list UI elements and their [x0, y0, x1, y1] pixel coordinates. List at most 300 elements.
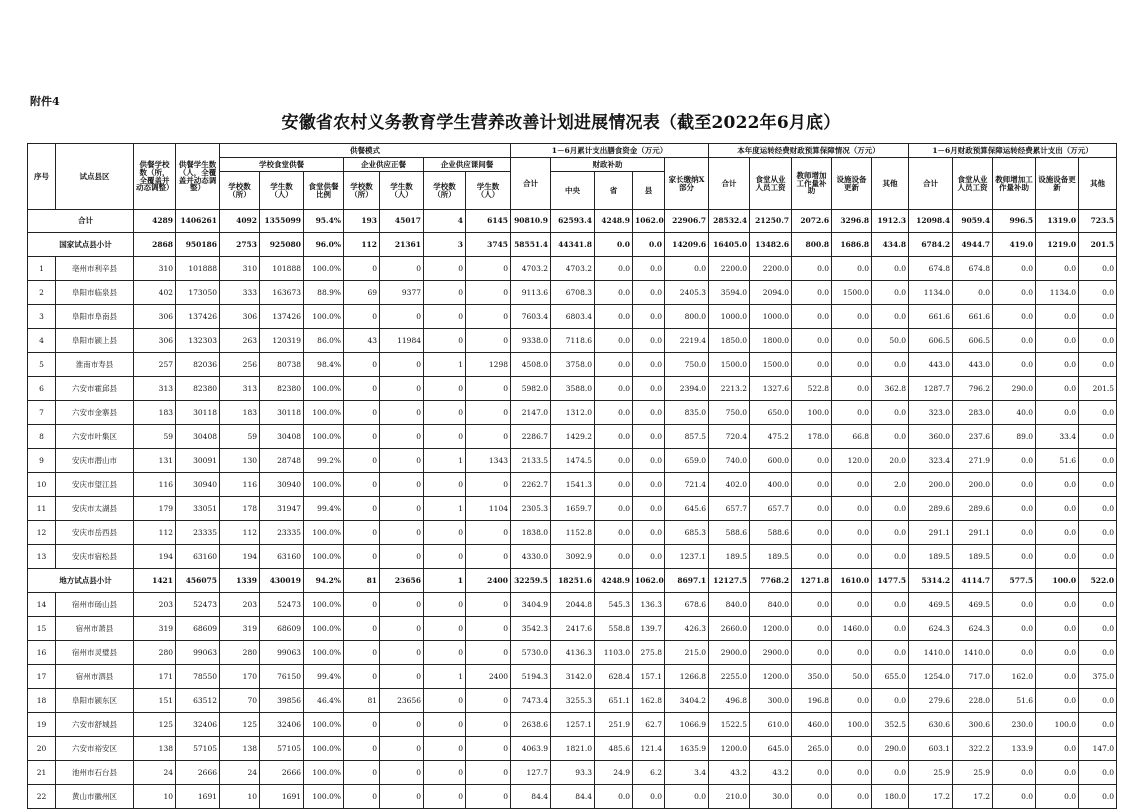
table-cell: 0.0 [1079, 425, 1117, 449]
table-cell: 1266.8 [665, 665, 709, 689]
table-cell: 263 [220, 329, 260, 353]
header-spent-teacher-workload: 教师增加工作量补助 [993, 158, 1036, 210]
table-cell: 265.0 [792, 737, 832, 761]
table-cell: 0.0 [993, 761, 1036, 785]
table-cell: 678.6 [665, 593, 709, 617]
table-cell: 100.0% [304, 761, 344, 785]
table-cell: 5982.0 [511, 377, 551, 401]
table-cell: 1287.7 [909, 377, 953, 401]
table-cell: 0.0 [792, 761, 832, 785]
table-cell: 57105 [176, 737, 220, 761]
table-cell: 1 [424, 353, 466, 377]
table-cell: 256 [220, 353, 260, 377]
table-cell: 0.0 [872, 521, 909, 545]
table-cell: 0.0 [993, 281, 1036, 305]
table-cell: 200.0 [953, 473, 993, 497]
table-cell: 1104 [466, 497, 511, 521]
table-cell: 21361 [380, 233, 424, 257]
table-cell: 0.0 [1036, 641, 1079, 665]
table-cell: 3296.8 [832, 210, 872, 233]
table-cell: 1237.1 [665, 545, 709, 569]
row-index: 16 [28, 641, 56, 665]
table-cell: 0.0 [993, 353, 1036, 377]
table-cell: 50.0 [872, 329, 909, 353]
table-cell: 1343 [466, 449, 511, 473]
table-row [28, 353, 1117, 377]
header-province: 省 [595, 172, 633, 210]
table-cell: 4703.2 [551, 257, 595, 281]
table-cell: 22906.7 [665, 210, 709, 233]
table-cell: 0.0 [595, 497, 633, 521]
table-cell: 0.0 [792, 257, 832, 281]
table-cell: 606.5 [953, 329, 993, 353]
table-cell: 17.2 [909, 785, 953, 809]
table-cell: 0.0 [832, 305, 872, 329]
table-cell: 116 [134, 473, 176, 497]
table-cell: 0 [344, 665, 380, 689]
table-cell: 0.0 [1036, 305, 1079, 329]
table-cell: 0 [466, 785, 511, 809]
table-cell: 800.8 [792, 233, 832, 257]
table-row [28, 257, 1117, 281]
county-name: 安庆市岳西县 [56, 521, 134, 545]
table-cell: 659.0 [665, 449, 709, 473]
table-cell: 23335 [260, 521, 304, 545]
table-cell: 46.4% [304, 689, 344, 713]
table-cell: 0.0 [633, 473, 665, 497]
table-cell: 2072.6 [792, 210, 832, 233]
table-cell: 203 [134, 593, 176, 617]
table-cell: 0 [424, 377, 466, 401]
table-cell: 100.0 [832, 713, 872, 737]
table-cell: 0 [466, 761, 511, 785]
table-cell: 0 [424, 425, 466, 449]
table-cell: 0 [424, 689, 466, 713]
table-cell: 100.0% [304, 545, 344, 569]
table-cell: 1062.0 [633, 569, 665, 593]
table-cell: 1062.0 [633, 210, 665, 233]
row-index: 22 [28, 785, 56, 809]
table-cell: 183 [134, 401, 176, 425]
table-cell: 0.0 [633, 545, 665, 569]
table-cell: 3142.0 [551, 665, 595, 689]
table-cell: 4703.2 [511, 257, 551, 281]
table-cell: 2255.0 [709, 665, 750, 689]
table-cell: 0.0 [1079, 761, 1117, 785]
table-cell: 4 [424, 210, 466, 233]
table-cell: 0.0 [633, 305, 665, 329]
table-cell: 0.0 [633, 353, 665, 377]
table-cell: 419.0 [993, 233, 1036, 257]
table-cell: 0.0 [832, 545, 872, 569]
table-cell: 1429.2 [551, 425, 595, 449]
table-cell: 95.4% [304, 210, 344, 233]
table-cell: 0.0 [1036, 257, 1079, 281]
header-snack-group: 企业供应课间餐 [424, 158, 511, 172]
table-cell: 0.0 [595, 401, 633, 425]
table-cell: 0 [466, 593, 511, 617]
county-name: 安庆市宿松县 [56, 545, 134, 569]
table-cell: 179 [134, 497, 176, 521]
table-cell: 0.0 [792, 449, 832, 473]
table-cell: 280 [220, 641, 260, 665]
table-cell: 2405.3 [665, 281, 709, 305]
county-name: 宿州市萧县 [56, 617, 134, 641]
table-cell: 0.0 [1079, 305, 1117, 329]
table-cell: 3758.0 [551, 353, 595, 377]
table-cell: 0 [424, 641, 466, 665]
table-cell: 76150 [260, 665, 304, 689]
table-cell: 291.1 [953, 521, 993, 545]
table-row [28, 425, 1117, 449]
table-body [28, 210, 1117, 809]
table-cell: 0 [344, 521, 380, 545]
table-cell: 0.0 [792, 593, 832, 617]
table-cell: 8697.1 [665, 569, 709, 593]
table-cell: 16405.0 [709, 233, 750, 257]
table-cell: 52473 [176, 593, 220, 617]
table-cell: 7768.2 [750, 569, 792, 593]
table-cell: 1474.5 [551, 449, 595, 473]
table-cell: 290.0 [872, 737, 909, 761]
table-cell: 624.3 [909, 617, 953, 641]
table-cell: 0.0 [595, 449, 633, 473]
totals-row [28, 210, 1117, 233]
table-cell: 0.0 [832, 329, 872, 353]
table-cell: 5730.0 [511, 641, 551, 665]
table-cell: 0.0 [595, 353, 633, 377]
header-budget-teacher-workload: 教师增加工作量补助 [792, 158, 832, 210]
table-cell: 0 [466, 617, 511, 641]
row-index: 17 [28, 665, 56, 689]
table-cell: 0.0 [832, 761, 872, 785]
table-cell: 6784.2 [909, 233, 953, 257]
table-cell: 84.4 [511, 785, 551, 809]
table-cell: 62.7 [633, 713, 665, 737]
table-cell: 0 [344, 593, 380, 617]
table-cell: 0.0 [595, 473, 633, 497]
table-row [28, 473, 1117, 497]
table-cell: 0.0 [832, 497, 872, 521]
table-cell: 101888 [260, 257, 304, 281]
table-cell: 0.0 [792, 521, 832, 545]
table-cell: 522.0 [1079, 569, 1117, 593]
table-cell: 43.2 [709, 761, 750, 785]
table-cell: 100.0 [792, 401, 832, 425]
table-cell: 31947 [260, 497, 304, 521]
table-cell: 657.7 [709, 497, 750, 521]
table-cell: 0.0 [1079, 713, 1117, 737]
table-cell: 0 [344, 449, 380, 473]
table-cell: 0 [344, 641, 380, 665]
table-cell: 0 [424, 617, 466, 641]
table-cell: 2900.0 [750, 641, 792, 665]
table-cell: 352.5 [872, 713, 909, 737]
table-cell: 720.4 [709, 425, 750, 449]
table-cell: 3 [424, 233, 466, 257]
table-cell: 59 [220, 425, 260, 449]
table-cell: 82380 [260, 377, 304, 401]
table-cell: 0.0 [595, 785, 633, 809]
table-cell: 0.0 [872, 641, 909, 665]
table-cell: 93.3 [551, 761, 595, 785]
table-cell: 674.8 [909, 257, 953, 281]
table-cell: 171 [134, 665, 176, 689]
table-cell: 1541.3 [551, 473, 595, 497]
table-cell: 0 [380, 521, 424, 545]
table-cell: 0.0 [993, 641, 1036, 665]
table-cell: 0 [380, 713, 424, 737]
table-cell: 362.8 [872, 377, 909, 401]
table-cell: 522.8 [792, 377, 832, 401]
table-cell: 32259.5 [511, 569, 551, 593]
table-cell: 0.0 [792, 545, 832, 569]
table-cell: 434.8 [872, 233, 909, 257]
table-cell: 1355099 [260, 210, 304, 233]
table-cell: 0 [380, 377, 424, 401]
table-cell: 624.3 [953, 617, 993, 641]
header-spent-total: 合计 [909, 158, 953, 210]
table-row [28, 593, 1117, 617]
table-cell: 0.0 [953, 281, 993, 305]
header-county-level: 县 [633, 172, 665, 210]
table-cell: 0 [424, 473, 466, 497]
table-row [28, 305, 1117, 329]
table-row [28, 377, 1117, 401]
subtotal-row [28, 569, 1117, 593]
table-cell: 1 [424, 497, 466, 521]
table-cell: 645.6 [665, 497, 709, 521]
table-cell: 112 [134, 521, 176, 545]
table-cell: 750.0 [709, 401, 750, 425]
county-name: 安庆市望江县 [56, 473, 134, 497]
table-cell: 30940 [176, 473, 220, 497]
table-cell: 0.0 [792, 281, 832, 305]
header-h1-expense-group: 1－6月累计支出膳食资金（万元） [511, 144, 709, 158]
table-cell: 0 [380, 593, 424, 617]
table-cell: 1500.0 [750, 353, 792, 377]
table-cell: 323.0 [909, 401, 953, 425]
table-cell: 30408 [260, 425, 304, 449]
row-index: 11 [28, 497, 56, 521]
table-cell: 132303 [176, 329, 220, 353]
table-cell: 4248.9 [595, 210, 633, 233]
table-cell: 125 [220, 713, 260, 737]
table-cell: 0 [466, 737, 511, 761]
table-cell: 0.0 [665, 785, 709, 809]
table-cell: 20.0 [872, 449, 909, 473]
table-cell: 30940 [260, 473, 304, 497]
table-cell: 21250.7 [750, 210, 792, 233]
table-cell: 0.0 [1036, 473, 1079, 497]
table-cell: 9377 [380, 281, 424, 305]
table-cell: 189.5 [953, 545, 993, 569]
table-row [28, 641, 1117, 665]
row-index: 10 [28, 473, 56, 497]
row-index: 9 [28, 449, 56, 473]
table-cell: 1410.0 [909, 641, 953, 665]
table-cell: 0.0 [1036, 785, 1079, 809]
table-cell: 4289 [134, 210, 176, 233]
table-cell: 2044.8 [551, 593, 595, 617]
table-cell: 400.0 [750, 473, 792, 497]
row-index: 1 [28, 257, 56, 281]
county-name: 阜阳市颍东区 [56, 689, 134, 713]
table-cell: 0.0 [872, 593, 909, 617]
table-cell: 63512 [176, 689, 220, 713]
table-cell: 1 [424, 449, 466, 473]
table-cell: 32406 [176, 713, 220, 737]
table-cell: 4136.3 [551, 641, 595, 665]
table-cell: 350.0 [792, 665, 832, 689]
table-cell: 210.0 [709, 785, 750, 809]
table-cell: 0.0 [1036, 617, 1079, 641]
table-cell: 657.7 [750, 497, 792, 521]
subtotal-row [28, 233, 1117, 257]
header-parent-part: 家长缴纳X部分 [665, 158, 709, 210]
table-cell: 9338.0 [511, 329, 551, 353]
table-row [28, 737, 1117, 761]
table-cell: 630.6 [909, 713, 953, 737]
table-cell: 0.0 [1079, 281, 1117, 305]
table-cell: 723.5 [1079, 210, 1117, 233]
table-row [28, 401, 1117, 425]
table-cell: 1838.0 [511, 521, 551, 545]
table-cell: 1312.0 [551, 401, 595, 425]
table-cell: 857.5 [665, 425, 709, 449]
table-cell: 740.0 [709, 449, 750, 473]
county-name: 六安市霍邱县 [56, 377, 134, 401]
table-cell: 0.0 [595, 329, 633, 353]
table-cell: 0.0 [832, 401, 872, 425]
table-cell: 200.0 [909, 473, 953, 497]
table-cell: 23656 [380, 569, 424, 593]
table-cell: 0 [424, 401, 466, 425]
table-cell: 0.0 [872, 353, 909, 377]
table-cell: 24 [134, 761, 176, 785]
table-cell: 0.0 [633, 785, 665, 809]
county-name: 亳州市利辛县 [56, 257, 134, 281]
header-schools-provided: 供餐学校数（所，全覆盖并动态调整） [134, 144, 176, 210]
table-row [28, 665, 1117, 689]
table-cell: 86.0% [304, 329, 344, 353]
county-name: 宿州市泗县 [56, 665, 134, 689]
table-cell: 120.0 [832, 449, 872, 473]
table-cell: 1200.0 [750, 665, 792, 689]
table-cell: 300.0 [750, 689, 792, 713]
table-cell: 0.0 [633, 449, 665, 473]
table-cell: 306 [134, 329, 176, 353]
header-budget-other: 其他 [872, 158, 909, 210]
header-spent-staff-wage: 食堂从业人员工资 [953, 158, 993, 210]
table-cell: 306 [220, 305, 260, 329]
table-cell: 0.0 [832, 257, 872, 281]
table-cell: 63160 [176, 545, 220, 569]
header-enterprise-students: 学生数（人） [380, 172, 424, 210]
table-cell: 2394.0 [665, 377, 709, 401]
table-cell: 0.0 [1079, 497, 1117, 521]
table-cell: 100.0 [1036, 569, 1079, 593]
table-cell: 950186 [176, 233, 220, 257]
table-cell: 645.0 [750, 737, 792, 761]
table-cell: 2.0 [872, 473, 909, 497]
table-cell: 496.8 [709, 689, 750, 713]
table-cell: 0.0 [792, 473, 832, 497]
table-cell: 251.9 [595, 713, 633, 737]
table-cell: 52473 [260, 593, 304, 617]
table-cell: 0 [466, 713, 511, 737]
table-cell: 0 [380, 785, 424, 809]
table-cell: 196.8 [792, 689, 832, 713]
table-cell: 306 [134, 305, 176, 329]
table-cell: 138 [220, 737, 260, 761]
table-cell: 0 [344, 713, 380, 737]
table-cell: 291.1 [909, 521, 953, 545]
table-cell: 0 [466, 473, 511, 497]
header-spent-other: 其他 [1079, 158, 1117, 210]
table-cell: 628.4 [595, 665, 633, 689]
table-cell: 1254.0 [909, 665, 953, 689]
table-cell: 0.0 [993, 593, 1036, 617]
table-cell: 3092.9 [551, 545, 595, 569]
table-cell: 68609 [176, 617, 220, 641]
table-cell: 0.0 [832, 737, 872, 761]
table-cell: 9113.6 [511, 281, 551, 305]
table-cell: 0 [380, 737, 424, 761]
table-cell: 96.0% [304, 233, 344, 257]
table-cell: 0 [344, 545, 380, 569]
table-cell: 2286.7 [511, 425, 551, 449]
table-cell: 1500.0 [709, 353, 750, 377]
table-cell: 0.0 [595, 377, 633, 401]
table-cell: 1152.8 [551, 521, 595, 545]
table-cell: 0.0 [1036, 521, 1079, 545]
table-cell: 0.0 [832, 641, 872, 665]
table-cell: 655.0 [872, 665, 909, 689]
table-cell: 28748 [260, 449, 304, 473]
table-cell: 18251.6 [551, 569, 595, 593]
table-cell: 1691 [176, 785, 220, 809]
row-index: 3 [28, 305, 56, 329]
row-index: 7 [28, 401, 56, 425]
table-cell: 0.0 [872, 305, 909, 329]
table-cell: 0 [380, 353, 424, 377]
table-cell: 588.6 [750, 521, 792, 545]
table-cell: 125 [134, 713, 176, 737]
table-cell: 10 [220, 785, 260, 809]
table-cell: 280 [134, 641, 176, 665]
table-cell: 0.0 [1036, 377, 1079, 401]
county-name: 阜阳市颍上县 [56, 329, 134, 353]
table-cell: 0 [344, 305, 380, 329]
row-index: 12 [28, 521, 56, 545]
table-cell: 1691 [260, 785, 304, 809]
page-title: 安徽省农村义务教育学生营养改善计划进展情况表（截至2022年6月底） [281, 113, 841, 133]
table-cell: 0.0 [1036, 545, 1079, 569]
table-cell: 717.0 [953, 665, 993, 689]
table-cell: 289.6 [953, 497, 993, 521]
table-cell: 0.0 [1036, 737, 1079, 761]
table-cell: 0.0 [1079, 257, 1117, 281]
table-cell: 112 [344, 233, 380, 257]
county-name: 安庆市太湖县 [56, 497, 134, 521]
table-cell: 685.3 [665, 521, 709, 545]
table-cell: 0 [466, 257, 511, 281]
table-cell: 0 [380, 761, 424, 785]
table-cell: 3404.9 [511, 593, 551, 617]
table-cell: 375.0 [1079, 665, 1117, 689]
table-cell: 275.8 [633, 641, 665, 665]
